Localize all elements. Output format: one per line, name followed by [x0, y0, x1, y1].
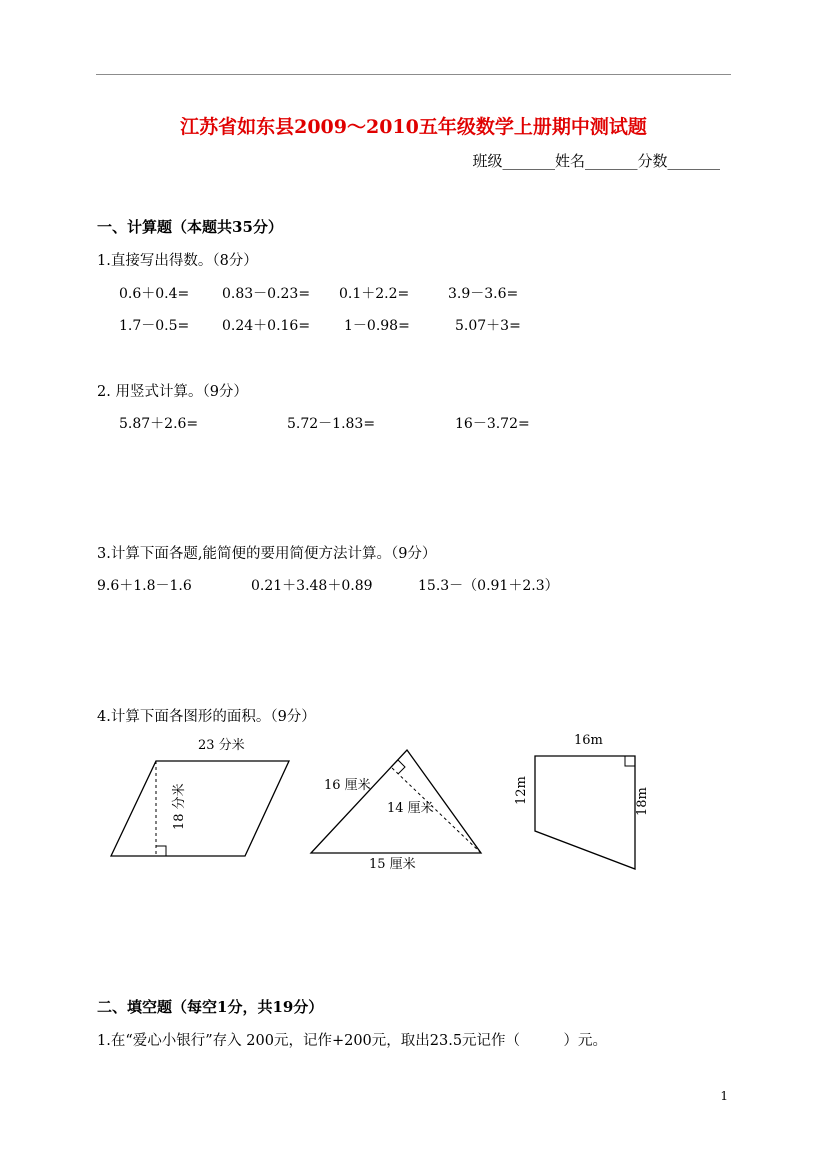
- equation: 15.3－（0.91＋2.3）: [418, 578, 559, 594]
- equation: 9.6＋1.8－1.6: [97, 578, 192, 594]
- equation: 1.7－0.5=: [119, 318, 190, 334]
- question-4-label: 4.计算下面各图形的面积。（9分）: [97, 709, 316, 725]
- fill-blank-question-1: 1.在“爱心小银行”存入 200元，记作+200元，取出23.5元记作（ ）元。: [97, 1033, 608, 1049]
- trapezoid-left-label: 12m: [514, 776, 529, 805]
- triangle-side-label: 16 厘米: [324, 778, 371, 793]
- triangle-base-label: 15 厘米: [369, 857, 416, 872]
- student-info-line: 班级_______姓名_______分数_______: [472, 152, 720, 170]
- right-angle-mark: [391, 760, 405, 774]
- equation: 5.72－1.83=: [287, 416, 376, 432]
- triangle-height-label: 14 厘米: [387, 801, 434, 816]
- trapezoid-top-label: 16m: [574, 733, 603, 748]
- equation: 0.1＋2.2=: [339, 286, 410, 302]
- equation: 5.87＋2.6=: [119, 416, 199, 432]
- right-angle-mark: [625, 756, 635, 766]
- equation: 1－0.98=: [344, 318, 410, 334]
- parallelogram-height-label: 18 分米: [172, 783, 187, 830]
- question-1-label: 1.直接写出得数。（8分）: [97, 253, 258, 269]
- equation: 5.07＋3=: [455, 318, 521, 334]
- page-number: 1: [720, 1089, 728, 1103]
- section-1-heading: 一、计算题（本题共35分）: [97, 218, 283, 236]
- equation: 0.83－0.23=: [222, 286, 311, 302]
- parallelogram-base-label: 23 分米: [198, 738, 245, 753]
- question-3-label: 3.计算下面各题,能简便的要用简便方法计算。（9分）: [97, 546, 437, 562]
- section-2-heading: 二、填空题（每空1分，共19分）: [97, 998, 324, 1016]
- trapezoid-right-label: 18m: [635, 787, 650, 816]
- trapezoid-shape: [535, 756, 635, 869]
- trapezoid-figure: [514, 733, 650, 869]
- right-angle-mark: [156, 846, 166, 856]
- triangle-figure: [311, 750, 481, 872]
- equation: 0.21＋3.48＋0.89: [251, 578, 373, 594]
- equation: 3.9－3.6=: [448, 286, 519, 302]
- parallelogram-figure: [111, 737, 289, 856]
- equation: 0.24＋0.16=: [222, 318, 311, 334]
- question-2-label: 2. 用竖式计算。（9分）: [97, 384, 248, 400]
- parallelogram-shape: [111, 761, 289, 856]
- page-title: 江苏省如东县2009～2010五年级数学上册期中测试题: [180, 116, 647, 138]
- equation: 0.6＋0.4=: [119, 286, 190, 302]
- equation: 16－3.72=: [455, 416, 530, 432]
